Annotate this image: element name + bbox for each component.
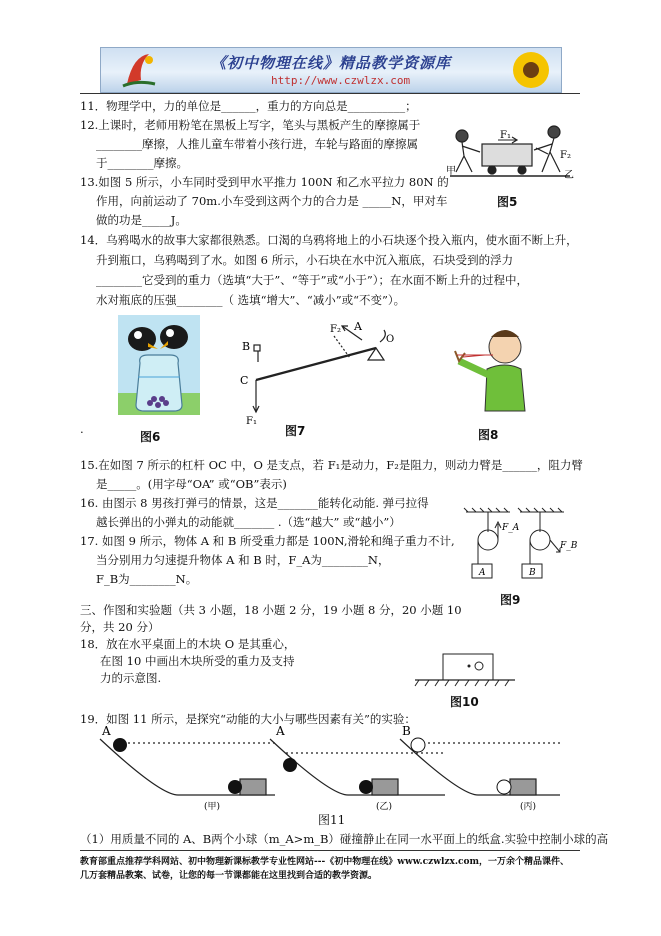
figure-6-crow-bottle xyxy=(118,315,200,415)
section3-line2: 分，共 20 分） xyxy=(80,620,160,634)
q17-line2: 当分别用力匀速提升物体 A 和 B 时，F_A为________N， xyxy=(96,553,390,567)
logo-icon xyxy=(119,50,159,90)
fig5-f2-label: F₂ xyxy=(560,150,571,161)
fig7-A-label: A xyxy=(354,320,362,333)
q12-line1: 12.上课时，老师用粉笔在黑板上写字，笔头与黑板产生的摩擦属于 xyxy=(80,118,421,132)
fig6-dot: . xyxy=(80,422,84,436)
q12-line2: ________摩擦，人推儿童车带着小孩行进，车轮与路面的摩擦属 xyxy=(96,137,418,151)
q15-line2: 是_____。(用字母“OA” 或“OB”表示) xyxy=(96,477,287,491)
figure-7-lever xyxy=(238,320,398,427)
q13-line2: 作用，向前运动了 70m.小车受到这两个力的合力是 _____N，甲对车 xyxy=(96,194,448,208)
q16-line1: 16. 由图示 8 男孩打弹弓的情景，这是_______能转化动能. 弹弓拉得 xyxy=(80,496,429,510)
banner-title: 《初中物理在线》精品教学资源库 xyxy=(211,54,452,72)
fig9-A-label: A xyxy=(479,568,486,578)
fig11-caption: 图11 xyxy=(318,813,346,827)
footer-line2: 几万套精品教案、试卷，让您的每一节课都能在这里找到合适的教学资源。 xyxy=(80,871,378,881)
fig7-B-label: B xyxy=(242,340,251,353)
fig11-yi-label: (乙) xyxy=(376,802,393,812)
fig6-caption: 图6 xyxy=(140,430,161,444)
sunflower-icon xyxy=(501,48,561,92)
figure-11-ramps xyxy=(100,724,560,812)
fig8-caption: 图8 xyxy=(478,428,499,442)
fig5-caption: 图5 xyxy=(497,195,518,209)
fig11-A2-label: A xyxy=(276,724,285,738)
figure-10-block xyxy=(415,648,515,688)
fig9-caption: 图9 xyxy=(500,593,521,607)
footer-rule xyxy=(80,850,580,851)
fig7-F2-label: F₂ xyxy=(330,324,341,335)
fig7-O-label: O xyxy=(386,334,395,345)
fig5-jia-label: 甲 xyxy=(446,166,456,177)
header-banner xyxy=(100,47,562,93)
q19-text: 19．如图 11 所示，是探究“动能的大小与哪些因素有关”的实验： xyxy=(80,712,416,726)
q17-line3: F_B为________N。 xyxy=(96,572,198,586)
q14-line1: 14．乌鸦喝水的故事大家都很熟悉。口渴的乌鸦将地上的小石块逐个投入瓶内，使水面不断上升， xyxy=(80,233,578,247)
fig5-yi-label: 乙 xyxy=(564,170,574,181)
fig7-F1-label: F₁ xyxy=(246,416,257,427)
q17-line1: 17. 如图 9 所示，物体 A 和 B 所受重力都是 100N,滑轮和绳子重力不计, xyxy=(80,534,455,548)
fig11-A1-label: A xyxy=(102,724,111,738)
figure-9-pulleys xyxy=(460,508,578,588)
fig10-caption: 图10 xyxy=(450,695,479,709)
q19-part1: （1）用质量不同的 A、B两个小球（m_A>m_B）碰撞静止在同一水平面上的纸盒.实验中控制小球的高 xyxy=(80,832,609,846)
banner-url: http://www.czwlzx.com xyxy=(271,74,411,87)
q13-line1: 13.如图 5 所示，小车同时受到甲水平推力 100N 和乙水平拉力 80N 的 xyxy=(80,175,449,189)
fig9-B-label: B xyxy=(529,568,536,578)
figure-5-cart xyxy=(446,122,580,192)
fig7-C-label: C xyxy=(240,374,249,387)
fig11-bing-label: (丙) xyxy=(520,802,537,812)
fig11-B-label: B xyxy=(402,724,411,738)
q12-line3: 于________摩擦。 xyxy=(96,156,188,170)
q14-line3: ________它受到的重力（选填“大于”、“等于”或“小于”）；在水面不断上升的过程中， xyxy=(96,273,529,287)
fig5-f1-label: F₁ xyxy=(500,130,511,141)
fig9-FA-label: F_A xyxy=(502,523,520,533)
footer-line1: 教育部重点推荐学科网站、初中物理新课标教学专业性网站---《初中物理在线》www.czwlzx.com，一万余个精品课件、 xyxy=(80,857,570,867)
section3-line1: 三、作图和实验题（共 3 小题，18 小题 2 分，19 小题 8 分，20 小题 10 xyxy=(80,603,462,617)
fig9-FB-label: F_B xyxy=(560,541,578,551)
q18-line2: 在图 10 中画出木块所受的重力及支持 xyxy=(100,654,295,668)
q13-line3: 做的功是_____J。 xyxy=(96,213,187,227)
header-rule xyxy=(80,93,580,94)
q14-line4: 水对瓶底的压强________（ 选填“增大”、“减小”或“不变”）。 xyxy=(96,293,406,307)
figure-8-slingshot-boy xyxy=(445,325,535,413)
q15-line1: 15.在如图 7 所示的杠杆 OC 中，O 是支点，若 F₁是动力，F₂是阻力，则动力臂是______，阻力臂 xyxy=(80,458,583,472)
q16-line2: 越长弹出的小弹丸的动能就_______ .（选“越大” 或“越小”） xyxy=(96,515,401,529)
q11-text: 11．物理学中，力的单位是______，重力的方向总是__________； xyxy=(80,99,417,113)
q18-line1: 18．放在水平桌面上的木块 O 是其重心， xyxy=(80,637,296,651)
fig7-caption: 图7 xyxy=(285,424,306,438)
q14-line2: 升到瓶口，乌鸦喝到了水。如图 6 所示，小石块在水中沉入瓶底，石块受到的浮力 xyxy=(96,253,514,267)
fig11-jia-label: (甲) xyxy=(204,802,221,812)
q18-line3: 力的示意图. xyxy=(100,671,162,685)
